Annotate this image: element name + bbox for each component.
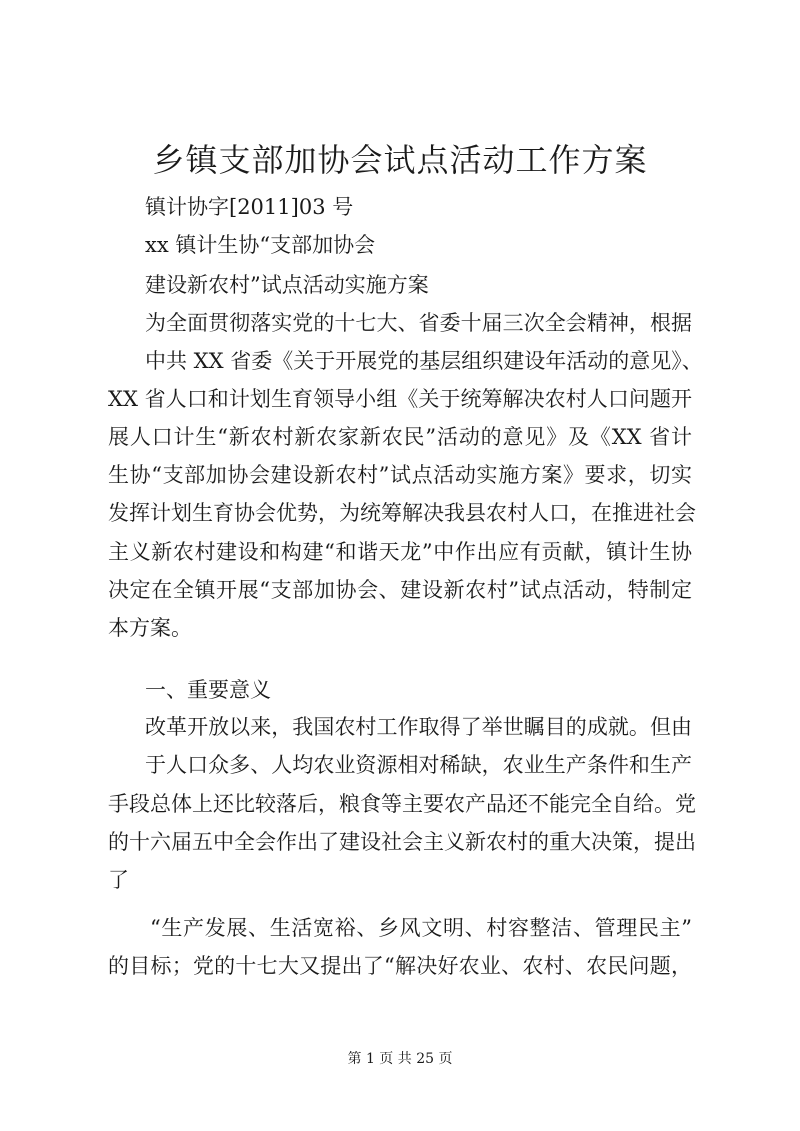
- document-title: 乡镇支部加协会试点活动工作方案: [152, 141, 648, 179]
- section-heading: 一、重要意义: [145, 678, 271, 702]
- paragraph-line: 决定在全镇开展“支部加协会、建设新农村”试点活动，特制定: [108, 578, 692, 602]
- paragraph-line: 手段总体上还比较落后，粮食等主要农产品还不能完全自给。党: [108, 792, 696, 816]
- paragraph-line: XX 省人口和计划生育领导小组《关于统筹解决农村人口问题开: [108, 387, 692, 411]
- paragraph-line: 主义新农村建设和构建“和谐天龙”中作出应有贡献，镇计生协: [108, 540, 692, 564]
- doc-number: 镇计协字[2011]03 号: [145, 195, 354, 219]
- subtitle-line-2: 建设新农村”试点活动实施方案: [145, 273, 429, 297]
- subtitle-line-1: xx 镇计生协“支部加协会: [145, 233, 376, 257]
- paragraph-line: 改革开放以来，我国农村工作取得了举世瞩目的成就。但由: [145, 715, 692, 739]
- page-footer: 第 1 页 共 25 页: [347, 1051, 453, 1067]
- paragraph-line: 于人口众多、人均农业资源相对稀缺，农业生产条件和生产: [145, 753, 692, 777]
- paragraph-line: 为全面贯彻落实党的十七大、省委十届三次全会精神，根据: [145, 311, 692, 335]
- paragraph-line: 展人口计生“新农村新农家新农民”活动的意见》及《XX 省计: [108, 425, 692, 449]
- paragraph-line: 的目标；党的十七大又提出了“解决好农业、农村、农民问题，: [108, 954, 692, 978]
- paragraph-line: 中共 XX 省委《关于开展党的基层组织建设年活动的意见》、: [145, 349, 703, 373]
- paragraph-line: 本方案。: [108, 616, 192, 640]
- paragraph-line: “生产发展、生活宽裕、乡风文明、村容整洁、管理民主”: [150, 916, 692, 940]
- paragraph-line: 生协“支部加协会建设新农村”试点活动实施方案》要求，切实: [108, 463, 692, 487]
- paragraph-line: 了: [108, 868, 129, 892]
- paragraph-line: 发挥计划生育协会优势，为统筹解决我县农村人口，在推进社会: [108, 501, 696, 525]
- paragraph-line: 的十六届五中全会作出了建设社会主义新农村的重大决策，提出: [108, 830, 696, 854]
